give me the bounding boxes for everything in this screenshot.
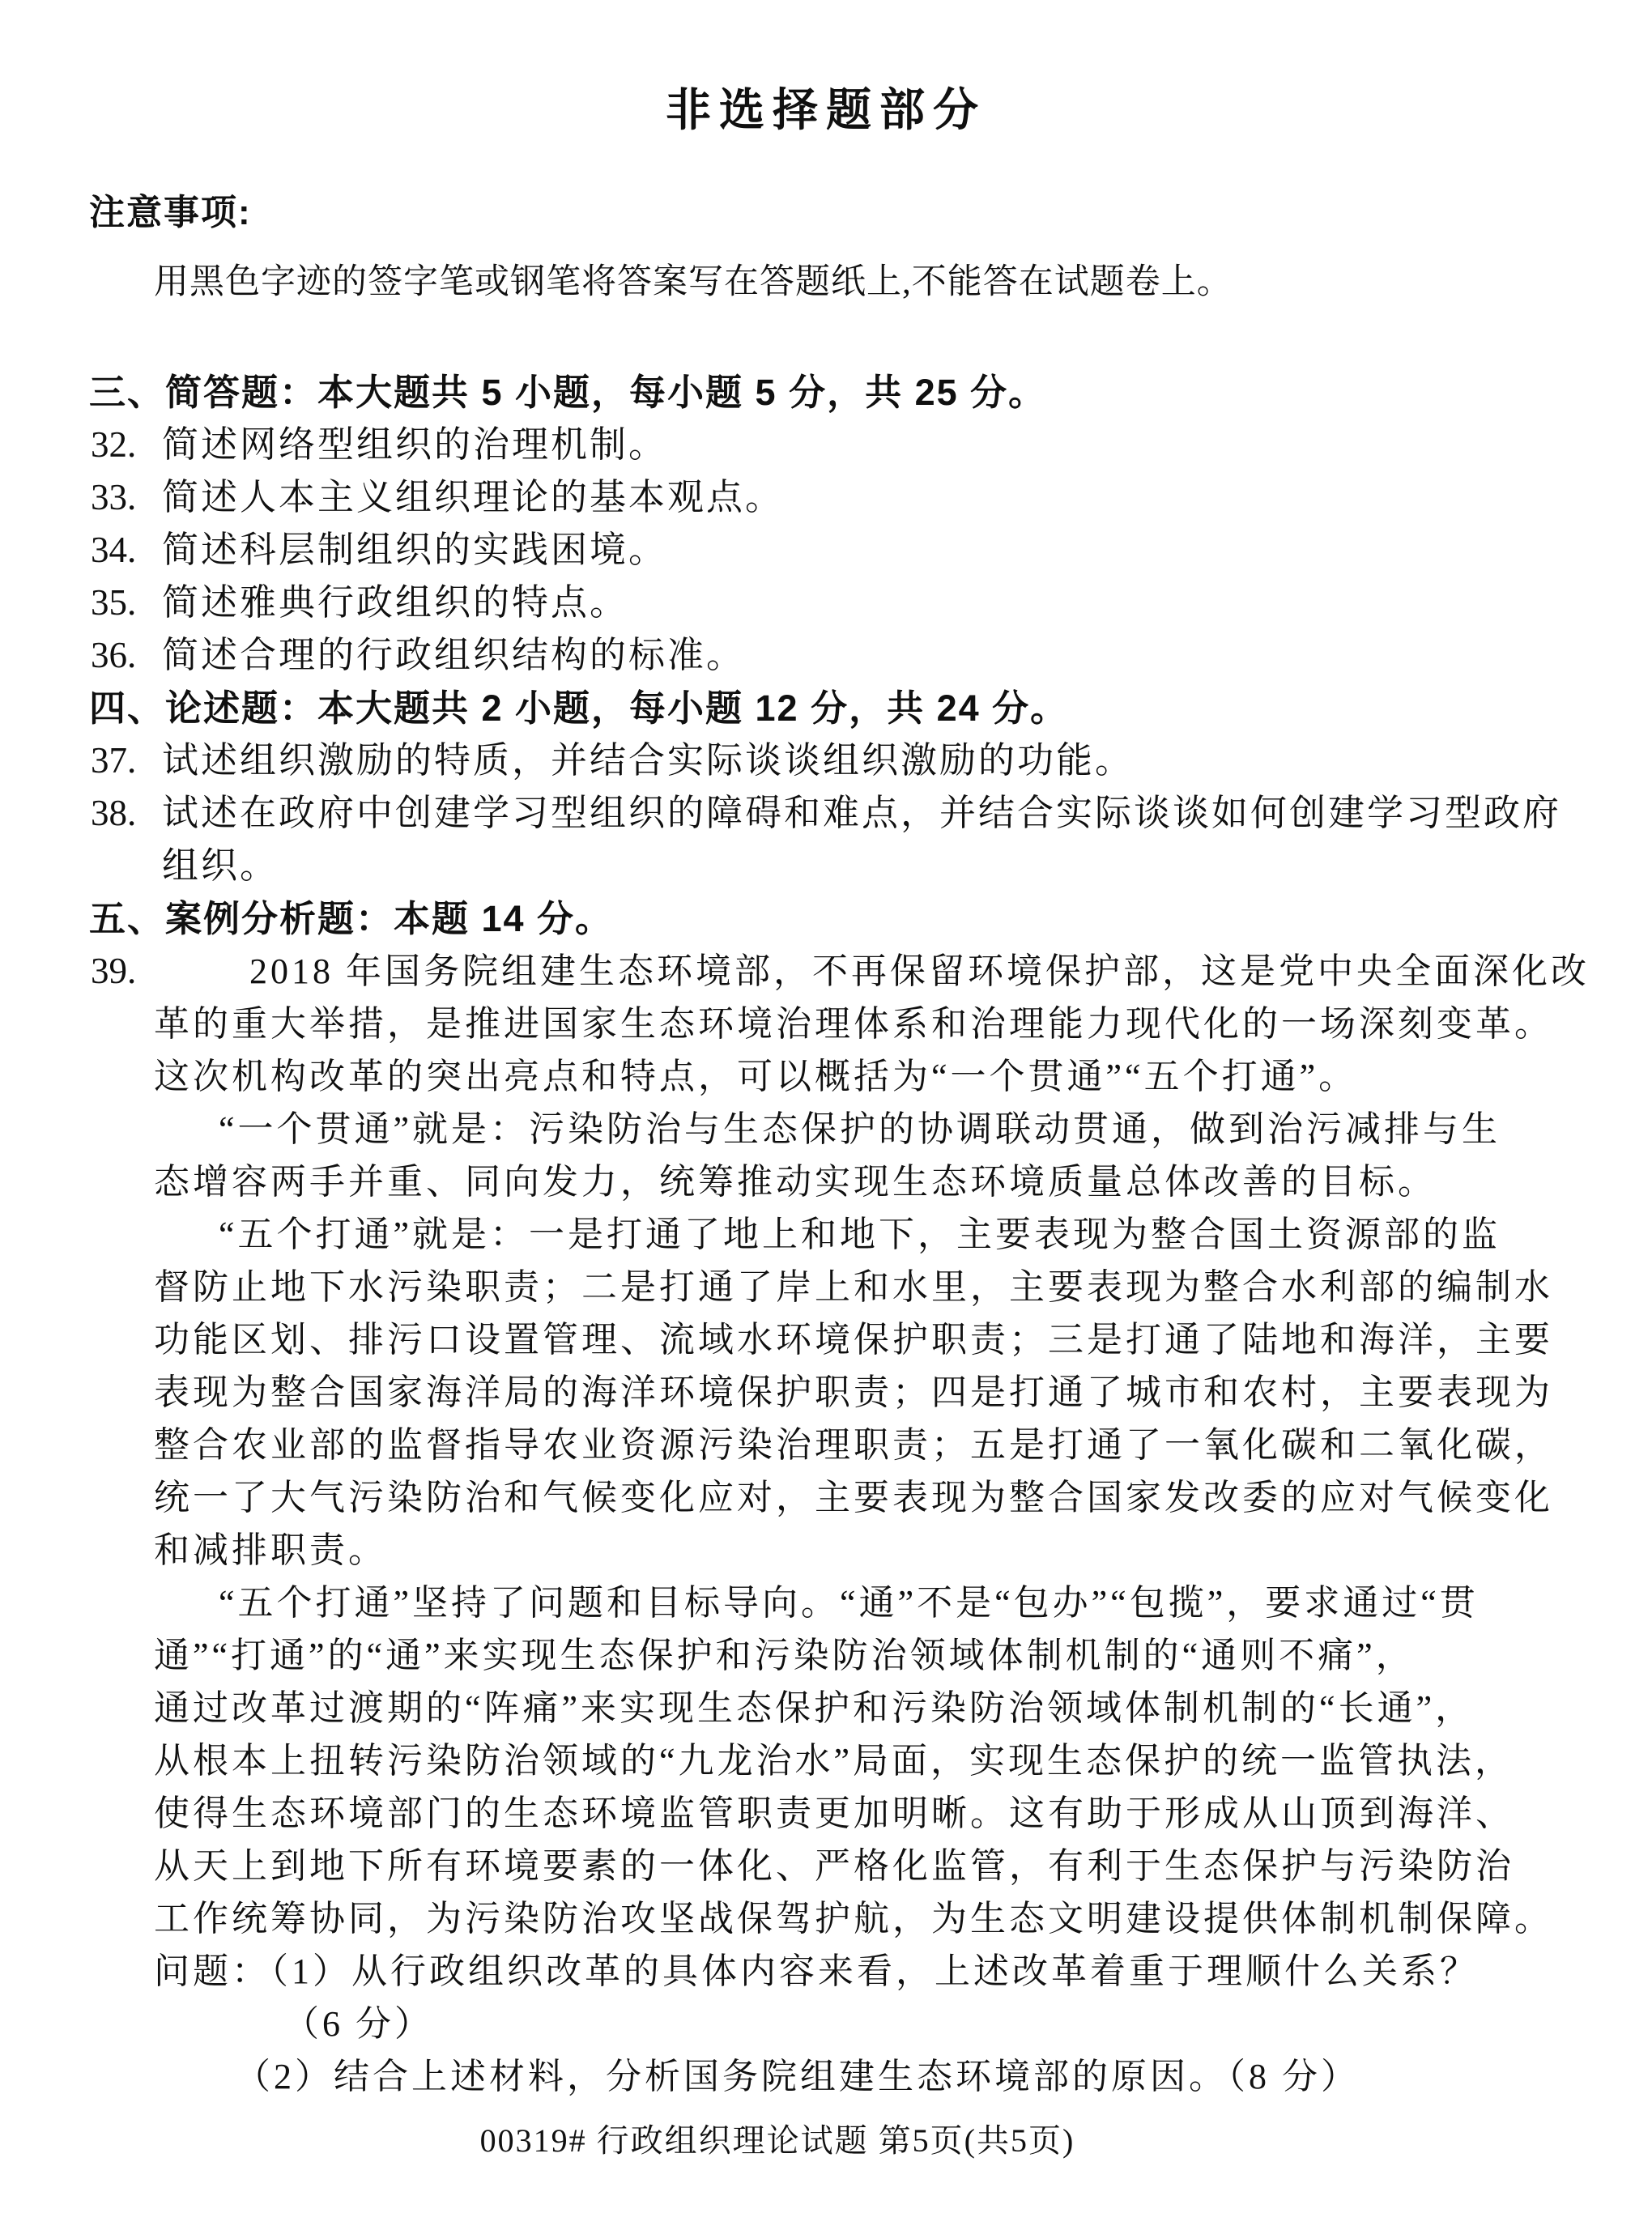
case-paragraph-line: “一个贯通”就是：污染防治与生态保护的协调联动贯通，做到治污减排与生 <box>219 1109 1501 1149</box>
question-text: 简述雅典行政组织的特点。 <box>162 582 629 623</box>
case-paragraph-line: “五个打通”就是：一是打通了地上和地下，主要表现为整合国土资源部的监 <box>219 1215 1501 1254</box>
page-title: 非选择题部分 <box>666 84 986 135</box>
question-row-37 <box>0 734 1652 787</box>
question-row-33 <box>0 471 1652 524</box>
question-text: 简述合理的行政组织结构的标准。 <box>162 635 746 675</box>
notice-text: 用黑色字迹的签字笔或钢笔将答案写在答题纸上,不能答在试题卷上。 <box>154 263 1233 301</box>
question-row-36 <box>0 629 1652 682</box>
notice-heading: 注意事项: <box>89 193 252 232</box>
case-paragraph-line: 使得生态环境部门的生态环境监管职责更加明晰。这有助于形成从山顶到海洋、 <box>154 1794 1514 1833</box>
section-heading-4: 四、论述题：本大题共 2 小题，每小题 12 分，共 24 分。 <box>89 687 1069 729</box>
case-paragraph-line: 这次机构改革的突出亮点和特点，可以概括为“一个贯通”“五个打通”。 <box>154 1057 1358 1096</box>
case-line <box>0 945 1652 998</box>
case-paragraph-line: 通”“打通”的“通”来实现生态保护和污染防治领域体制机制的“通则不痛”， <box>154 1636 1415 1675</box>
question-number: 34. <box>91 530 137 570</box>
question-row-34 <box>0 524 1652 577</box>
case-paragraph-line: 整合农业部的监督指导农业资源污染治理职责；五是打通了一氧化碳和二氧化碳， <box>154 1425 1553 1465</box>
question-number: 38. <box>91 793 137 833</box>
case-subquestion-1: 问题：（1）从行政组织改革的具体内容来看，上述改革着重于理顺什么关系？ <box>154 1951 1479 1991</box>
case-subquestion-1-score: （6 分） <box>283 2004 433 2044</box>
case-paragraph-line: “五个打通”坚持了问题和目标导向。“通”不是“包办”“包揽”，要求通过“贯 <box>219 1583 1479 1623</box>
question-row-35 <box>0 577 1652 629</box>
question-text: 简述人本主义组织理论的基本观点。 <box>162 477 785 517</box>
question-number: 33. <box>91 477 137 517</box>
page-footer: 00319# 行政组织理论试题 第5页(共5页) <box>479 2122 1075 2159</box>
case-paragraph-line: 从根本上扭转污染防治领域的“九龙治水”局面，实现生态保护的统一监管执法， <box>154 1741 1514 1781</box>
question-text: 试述在政府中创建学习型组织的障碍和难点，并结合实际谈谈如何创建学习型政府 <box>162 793 1562 833</box>
case-paragraph-line: 功能区划、排污口设置管理、流域水环境保护职责；三是打通了陆地和海洋，主要 <box>154 1320 1553 1360</box>
case-paragraph-line: 2018 年国务院组建生态环境部，不再保留环境保护部，这是党中央全面深化改 <box>249 951 1590 991</box>
question-number: 32. <box>91 424 137 465</box>
case-paragraph-line: 表现为整合国家海洋局的海洋环境保护职责；四是打通了城市和农村，主要表现为 <box>154 1372 1553 1412</box>
question-text: 组织。 <box>162 845 279 886</box>
case-paragraph-line: 态增容两手并重、同向发力，统筹推动实现生态环境质量总体改善的目标。 <box>154 1162 1437 1202</box>
question-number: 36. <box>91 635 137 675</box>
case-paragraph-line: 和减排职责。 <box>154 1530 387 1570</box>
case-paragraph-line: 工作统筹协同，为污染防治攻坚战保驾护航，为生态文明建设提供体制机制保障。 <box>154 1899 1553 1939</box>
question-text: 试述组织激励的特质，并结合实际谈谈组织激励的功能。 <box>162 740 1135 781</box>
question-row-38 <box>0 787 1652 840</box>
question-row-32 <box>0 419 1652 471</box>
question-text: 简述科层制组织的实践困境。 <box>162 530 668 570</box>
question-text: 简述网络型组织的治理机制。 <box>162 424 668 465</box>
question-number: 39. <box>91 951 137 991</box>
question-row-38-continued <box>0 840 1652 892</box>
question-body <box>0 366 1652 2103</box>
section-heading-5: 五、案例分析题：本题 14 分。 <box>89 898 614 939</box>
case-paragraph-line: 从天上到地下所有环境要素的一体化、严格化监管，有利于生态保护与污染防治 <box>154 1846 1514 1886</box>
section-heading-3: 三、简答题：本大题共 5 小题，每小题 5 分，共 25 分。 <box>89 372 1047 413</box>
case-paragraph-line: 革的重大举措，是推进国家生态环境治理体系和治理能力现代化的一场深刻变革。 <box>154 1004 1553 1044</box>
case-paragraph-line: 督防止地下水污染职责；二是打通了岸上和水里，主要表现为整合水利部的编制水 <box>154 1267 1553 1307</box>
case-paragraph-line: 统一了大气污染防治和气候变化应对，主要表现为整合国家发改委的应对气候变化 <box>154 1478 1553 1517</box>
question-number: 35. <box>91 582 137 623</box>
case-subquestion-2: （2）结合上述材料，分析国务院组建生态环境部的原因。（8 分） <box>235 2057 1360 2096</box>
case-paragraph-line: 通过改革过渡期的“阵痛”来实现生态保护和污染防治领域体制机制的“长通”， <box>154 1688 1475 1728</box>
question-number: 37. <box>91 740 137 781</box>
